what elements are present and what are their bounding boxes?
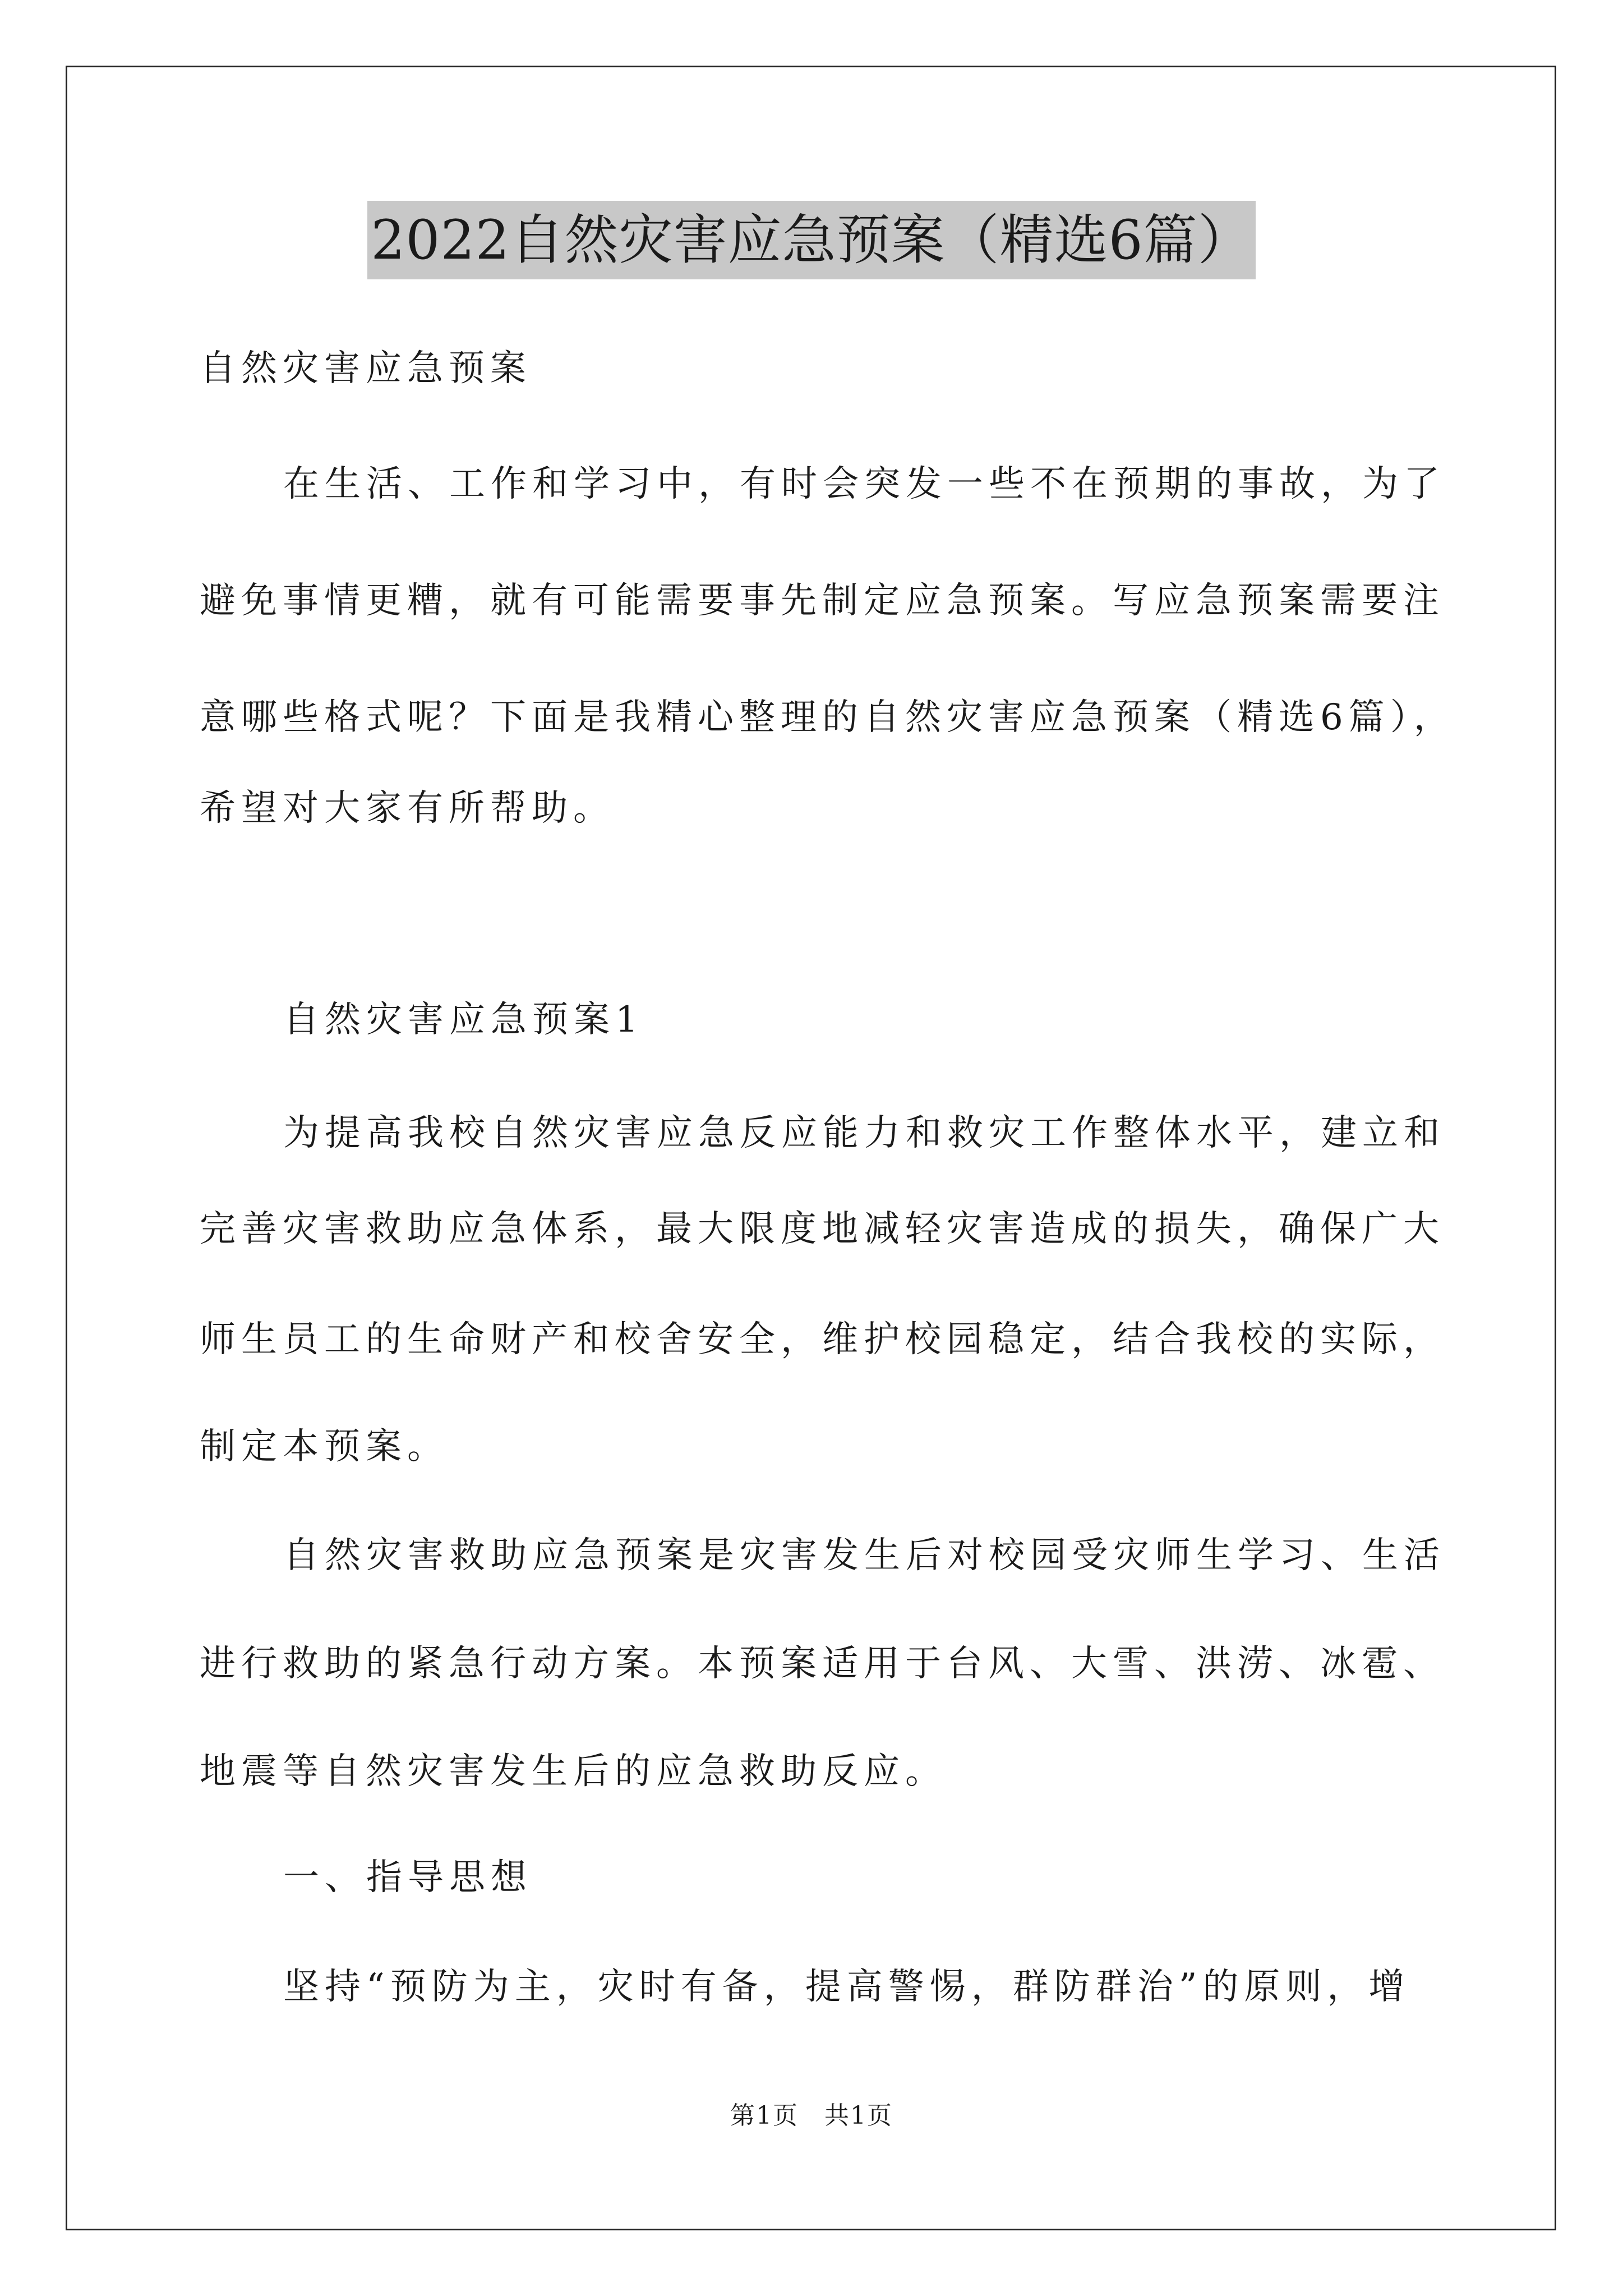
section-heading-guiding-ideology: 一、指导思想 xyxy=(283,1857,532,1898)
paragraph-line: 完善灾害救助应急体系，最大限度地减轻灾害造成的损失，确保广大 xyxy=(200,1208,1445,1250)
paragraph-line: 制定本预案。 xyxy=(200,1426,449,1467)
paragraph-line: 地震等自然灾害发生后的应急救助反应。 xyxy=(200,1751,947,1792)
paragraph-line: 进行救助的紧急行动方案。本预案适用于台风、大雪、洪涝、冰雹、 xyxy=(200,1643,1445,1685)
page-footer: 第1页 共1页 xyxy=(730,2101,893,2130)
document-title: 2022自然灾害应急预案（精选6篇） xyxy=(367,201,1255,279)
paragraph-line: 意哪些格式呢？下面是我精心整理的自然灾害应急预案（精选6篇）， xyxy=(200,697,1455,738)
subsection-heading: 自然灾害应急预案1 xyxy=(283,999,644,1041)
paragraph-line: 师生员工的生命财产和校舍安全，维护校园稳定，结合我校的实际， xyxy=(200,1319,1445,1360)
paragraph-line: 希望对大家有所帮助。 xyxy=(200,788,615,829)
paragraph-line: 为提高我校自然灾害应急反应能力和救灾工作整体水平，建立和 xyxy=(283,1112,1445,1154)
paragraph-line: 坚持“预防为主，灾时有备，提高警惕，群防群治”的原则，增 xyxy=(283,1966,1410,2008)
section-heading: 自然灾害应急预案 xyxy=(200,348,532,389)
paragraph-line: 避免事情更糟，就有可能需要事先制定应急预案。写应急预案需要注 xyxy=(200,580,1445,622)
title-container xyxy=(0,201,1623,279)
paragraph-line: 自然灾害救助应急预案是灾害发生后对校园受灾师生学习、生活 xyxy=(283,1535,1445,1576)
paragraph-line: 在生活、工作和学习中，有时会突发一些不在预期的事故，为了 xyxy=(283,463,1445,505)
